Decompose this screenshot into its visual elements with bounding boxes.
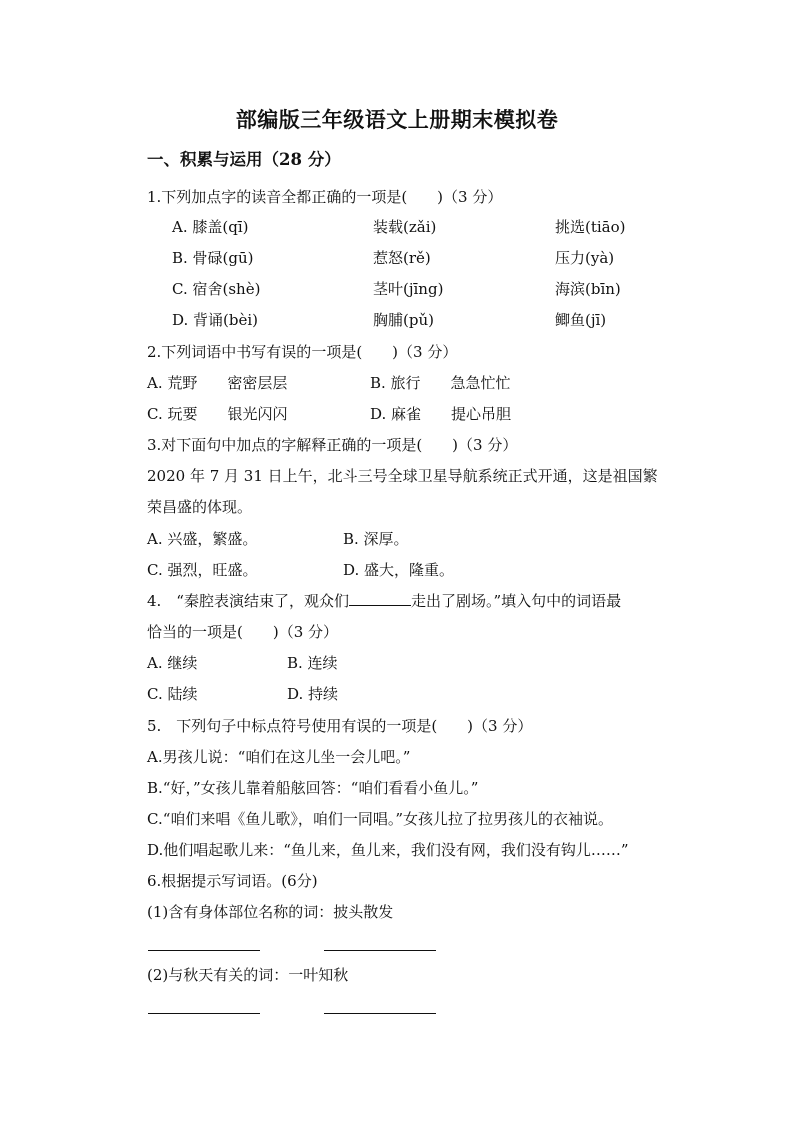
q3-option-b: B. 深厚。 [343,530,409,548]
q6-part-1-answer-line-2[interactable] [324,950,436,951]
q4-option-d: D. 持续 [287,685,339,703]
q1-option-b-3: 压力(yà) [555,249,615,267]
question-5-stem: 5. 下列句子中标点符号使用有误的一项是( )（3 分） [147,717,533,735]
q6-part-2-answer-line-1[interactable] [148,1013,260,1014]
q2-option-a: A. 荒野 密密层层 [147,374,288,392]
q3-sentence-line-1: 2020 年 7 月 31 日上午，北斗三号全球卫星导航系统正式开通，这是祖国繁 [147,467,658,485]
question-3-stem: 3.对下面句中加点的字解释正确的一项是( )（3 分） [147,436,518,454]
q5-option-b: B.“好，”女孩儿靠着船舷回答：“咱们看看小鱼儿。” [147,779,479,797]
q4-stem-part-1: 4. “秦腔表演结束了，观众们 [147,592,349,610]
q4-stem-part-2: 走出了剧场。”填入句中的词语最 [410,592,622,610]
q2-option-c: C. 玩要 银光闪闪 [147,405,288,423]
q6-part-2-answer-line-2[interactable] [324,1013,436,1014]
q5-option-c: C.“咱们来唱《鱼儿歌》，咱们一同唱。”女孩儿拉了拉男孩儿的衣袖说。 [147,810,614,828]
question-1-stem: 1.下列加点字的读音全都正确的一项是( )（3 分） [147,188,503,206]
q1-option-b-1: B. 骨碌(gū) [172,249,254,267]
q1-option-d-3: 鲫鱼(jī) [555,311,607,329]
q1-option-b-2: 惹怒(rě) [373,249,431,267]
q6-part-2: (2)与秋天有关的词：一叶知秋 [147,966,349,984]
question-4-stem [147,590,621,612]
question-6-stem: 6.根据提示写词语。(6分) [147,872,318,890]
q1-option-c-1: C. 宿舍(shè) [172,280,261,298]
q1-option-c-2: 茎叶(jīng) [373,280,444,298]
question-2-stem: 2.下列词语中书写有误的一项是( )（3 分） [147,343,458,361]
q1-option-c-3: 海滨(bīn) [555,280,621,298]
q2-option-b: B. 旅行 急急忙忙 [370,374,511,392]
page-title: 部编版三年级语文上册期末模拟卷 [235,107,559,132]
q1-option-a-1: A. 膝盖(qī) [172,218,249,236]
q2-option-d: D. 麻雀 提心吊胆 [370,405,512,423]
q4-option-a: A. 继续 [147,654,198,672]
q3-sentence-line-2: 荣昌盛的体现。 [147,498,253,516]
q1-option-a-3: 挑选(tiāo) [555,218,626,236]
q3-option-c: C. 强烈，旺盛。 [147,561,258,579]
q4-option-c: C. 陆续 [147,685,198,703]
q6-part-1: (1)含有身体部位名称的词：披头散发 [147,903,394,921]
q1-option-a-2: 装载(zǎi) [373,218,437,236]
q3-option-a: A. 兴盛，繁盛。 [147,530,258,548]
section-heading: 一、积累与运用（28 分） [147,150,341,169]
q4-answer-blank[interactable] [349,591,411,606]
q1-option-d-1: D. 背诵(bèi) [172,311,259,329]
q3-option-d: D. 盛大，隆重。 [343,561,455,579]
q1-option-d-2: 胸脯(pǔ) [373,311,434,329]
q5-option-a: A.男孩儿说：“咱们在这儿坐一会儿吧。” [147,748,411,766]
q5-option-d: D.他们唱起歌儿来：“鱼儿来，鱼儿来，我们没有网，我们没有钩儿……” [147,841,629,859]
question-4-stem-line-2: 恰当的一项是( )（3 分） [147,623,339,641]
q6-part-1-answer-line-1[interactable] [148,950,260,951]
q4-option-b: B. 连续 [287,654,338,672]
